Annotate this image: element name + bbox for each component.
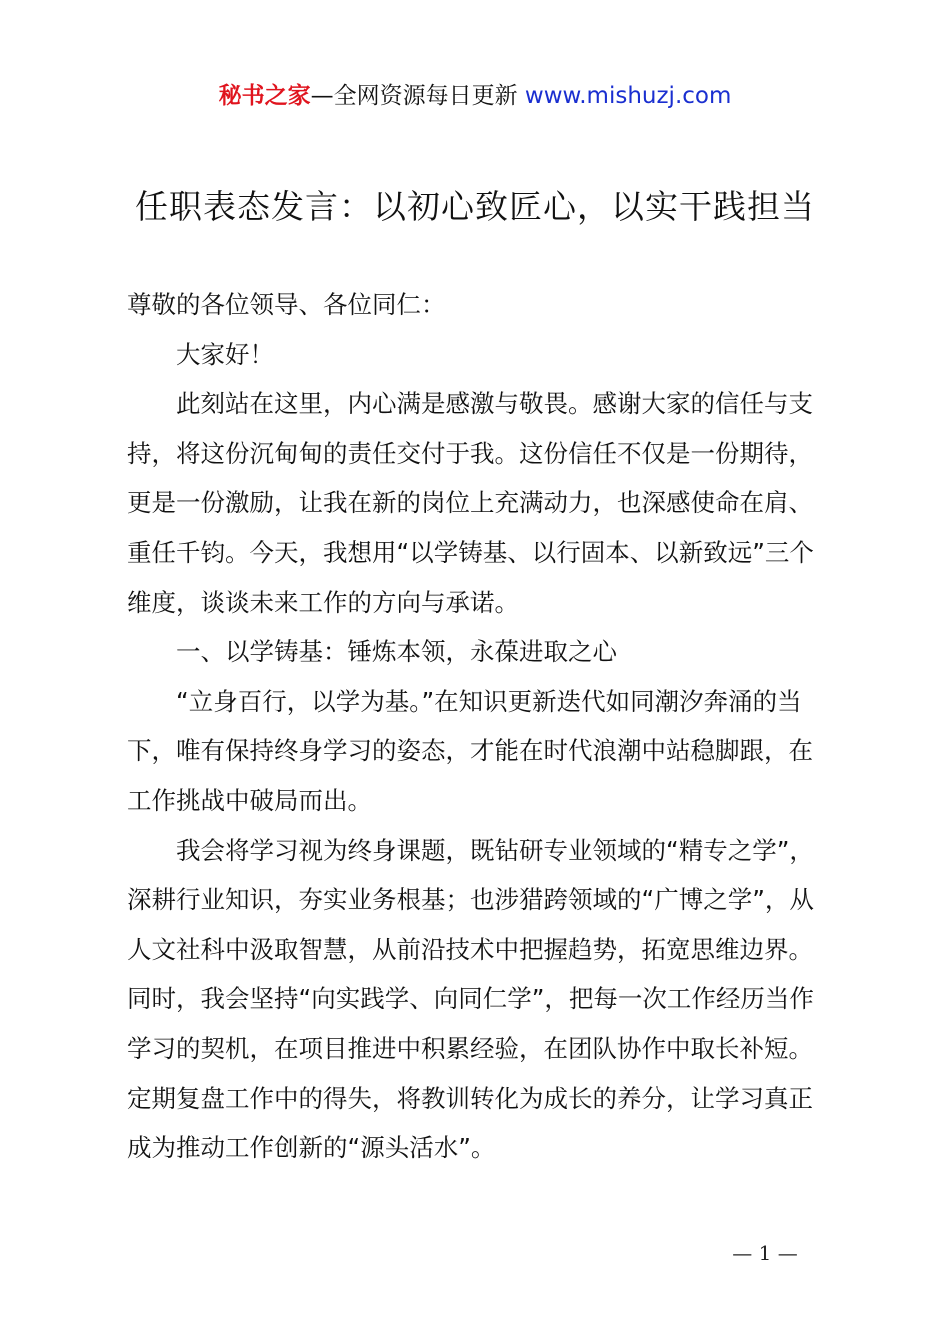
salutation: 尊敬的各位领导、各位同仁：	[127, 290, 446, 319]
section-heading: 一、以学铸基：锤炼本领，永葆进取之心	[176, 637, 617, 667]
brand-name: 秘书之家	[218, 83, 311, 109]
body-paragraph: 我会将学习视为终身课题，既钻研专业领域的“精专之学”，深耕行业知识，夯实业务根基；也涉猎跨领域的“广博之学”，从人文社科中汲取智慧，从前沿技术中把握趋势，拓宽思维边界。同时，我会坚持“向实践学、向同仁学”，把每一次工作经历当作学习的契机，在项目推进中积累经验，在团队协作中取长补短。定期复盘工作中的得失，将教训转化为成长的养分，让学习真正成为推动工作创新的“源头活水”。	[127, 835, 814, 1163]
site-header	[0, 80, 950, 112]
body-paragraph: 此刻站在这里，内心满是感激与敬畏。感谢大家的信任与支持，将这份沉甸甸的责任交付于我。这份信任不仅是一份期待，更是一份激励，让我在新的岗位上充满动力，也深感使命在肩、重任千钧。今天，我想用“以学铸基、以行固本、以新致远”三个维度，谈谈未来工作的方向与承诺。	[127, 389, 814, 617]
document-title: 任职表态发言：以初心致匠心，以实干践担当	[135, 187, 815, 226]
header-slogan: —全网资源每日更新	[310, 83, 518, 109]
page-number: — 1 —	[732, 1241, 798, 1265]
body-paragraph: “立身百行，以学为基。”在知识更新迭代如同潮汐奔涌的当下，唯有保持终身学习的姿态，才能在时代浪潮中站稳脚跟，在工作挑战中破局而出。	[127, 686, 813, 815]
document-body	[127, 280, 833, 1173]
site-url-link[interactable]: www.mishuzj.com	[524, 83, 732, 109]
greeting: 大家好！	[176, 339, 274, 369]
